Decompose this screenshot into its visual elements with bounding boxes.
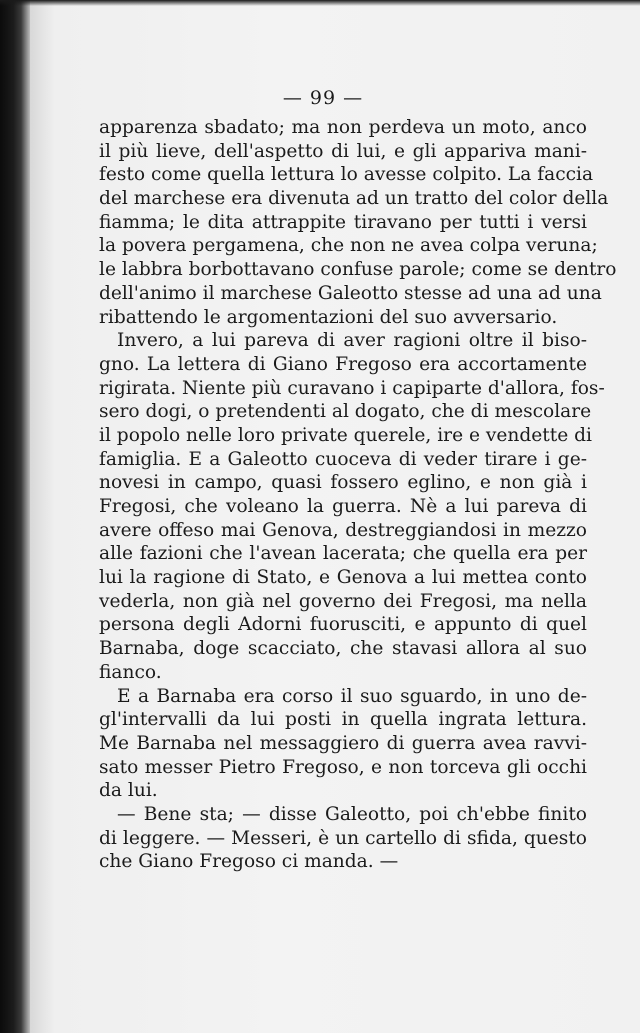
text-line: famiglia. E a Galeotto cuoceva di veder tirare i ge- xyxy=(99,448,587,470)
text-line: apparenza sbadato; ma non perdeva un moto, anco xyxy=(99,117,587,138)
book-spine-shadow xyxy=(0,0,30,1033)
text-line: di leggere. — Messeri, è un cartello di sfida, questo xyxy=(99,827,587,849)
text-line: gno. La lettera di Giano Fregoso era accortamente xyxy=(99,353,587,375)
text-line: fianco. xyxy=(99,661,162,683)
text-line: lui la ragione di Stato, e Genova a lui mettea conto xyxy=(99,567,587,589)
text-line: E a Barnaba era corso il suo sguardo, in uno de- xyxy=(117,685,587,707)
text-line: — Bene sta; — disse Galeotto, poi ch'ebbe finito xyxy=(117,803,587,825)
text-line: gl'intervalli da lui posti in quella ingrata lettura. xyxy=(99,709,587,731)
text-line: Fregosi, che voleano la guerra. Nè a lui pareva di xyxy=(99,496,587,517)
text-line: del marchese era divenuta ad un tratto del color della xyxy=(99,188,609,210)
text-line: Barnaba, doge scacciato, che stavasi allora al suo xyxy=(99,638,587,660)
text-line: dell'animo il marchese Galeotto stesse ad una ad una xyxy=(99,282,602,304)
page-number: — 99 — xyxy=(282,87,364,109)
text-line: da lui. xyxy=(99,780,158,802)
text-line: ribattendo le argomentazioni del suo avversario. xyxy=(99,306,558,328)
text-line: Invero, a lui pareva di aver ragioni oltre il biso- xyxy=(117,330,587,352)
text-line: festo come quella lettura lo avesse colpito. La faccia xyxy=(99,164,594,186)
text-line: il popolo nelle loro private querele, ire e vendette di xyxy=(99,424,592,446)
text-line: la povera pergamena, che non ne avea colpa veruna; xyxy=(99,235,598,257)
top-edge-shadow xyxy=(0,0,640,6)
text-line: fiamma; le dita attrappite tiravano per tutti i versi xyxy=(99,211,587,233)
text-line: novesi in campo, quasi fossero eglino, e non già i xyxy=(99,472,587,494)
book-page xyxy=(30,0,640,1033)
text-line: rigirata. Niente più curavano i capiparte d'allora, fos- xyxy=(99,377,605,399)
text-line: alle fazioni che l'avean lacerata; che quella era per xyxy=(99,543,587,565)
text-line: avere offeso mai Genova, destreggiandosi in mezzo xyxy=(99,519,587,541)
text-line: che Giano Fregoso ci manda. — xyxy=(99,851,399,873)
body-text xyxy=(99,116,617,874)
text-line: vederla, non già nel governo dei Fregosi, ma nella xyxy=(99,590,587,612)
text-line: sato messer Pietro Fregoso, e non torceva gli occhi xyxy=(99,756,587,778)
text-line: sero dogi, o pretendenti al dogato, che di mescolare xyxy=(99,401,592,423)
text-line: persona degli Adorni fuorusciti, e appunto di quel xyxy=(99,614,587,636)
text-line: il più lieve, dell'aspetto di lui, e gli appariva mani- xyxy=(99,140,587,162)
text-line: Me Barnaba nel messaggiero di guerra avea ravvi- xyxy=(99,732,587,754)
text-line: le labbra borbottavano confuse parole; come se dentro xyxy=(99,259,617,281)
